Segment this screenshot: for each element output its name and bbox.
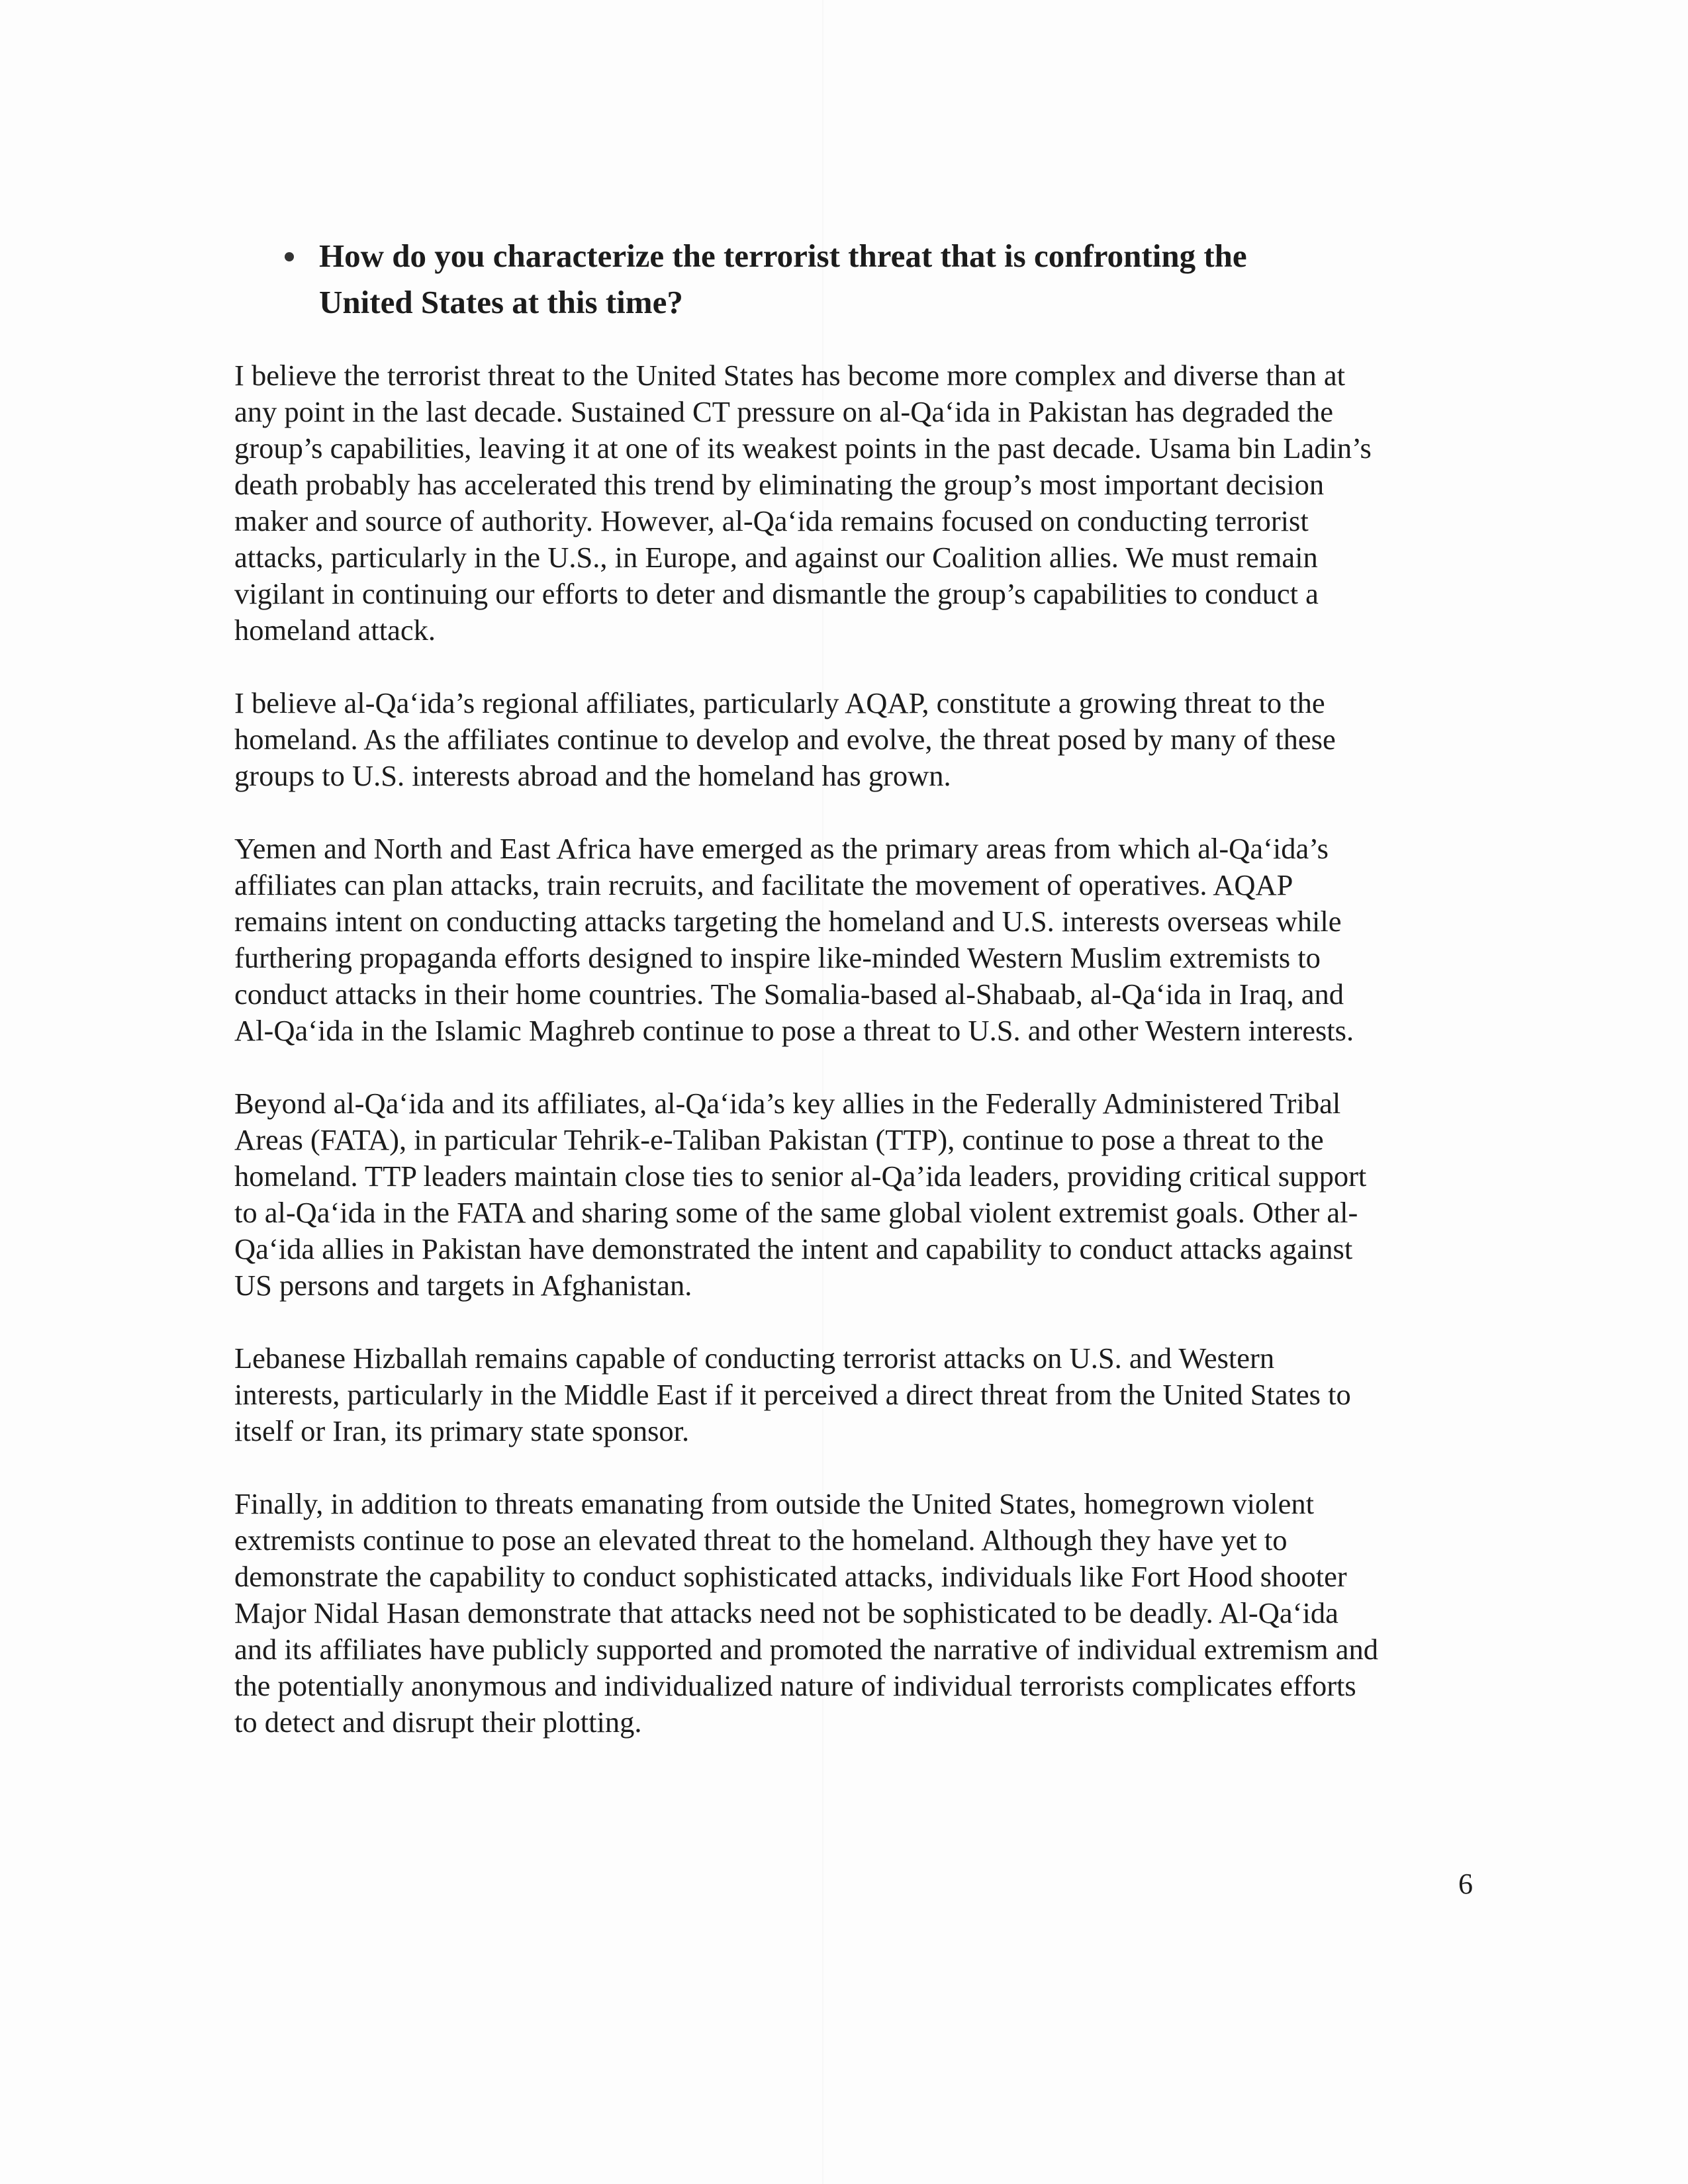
question-text [319,233,1463,326]
text-line: group’s capabilities, leaving it at one of its weakest points in the past decade. Usama bin Ladin’s [234,432,1372,465]
text-line: and its affiliates have publicly supported and promoted the narrative of individual extremism and [234,1633,1379,1666]
paragraph-hizballah [234,1340,1479,1449]
text-line: Major Nidal Hasan demonstrate that attacks need not be sophisticated to be deadly. Al-Qa‘ida [234,1596,1338,1629]
text-line: the potentially anonymous and individualized nature of individual terrorists complicates efforts [234,1669,1356,1702]
text-line: Finally, in addition to threats emanating from outside the United States, homegrown violent [234,1487,1314,1520]
answer-body [234,357,1479,1777]
text-line: homeland. TTP leaders maintain close ties to senior al-Qa’ida leaders, providing critical support [234,1160,1367,1193]
paragraph-threat-overview [234,357,1479,649]
bullet-dot-icon [285,252,294,261]
text-line: any point in the last decade. Sustained CT pressure on al-Qa‘ida in Pakistan has degraded the [234,395,1334,428]
text-line: Qa‘ida allies in Pakistan have demonstrated the intent and capability to conduct attacks against [234,1232,1353,1265]
paragraph-fata-allies [234,1085,1479,1304]
text-line: maker and source of authority. However, al-Qa‘ida remains focused on conducting terrorist [234,504,1309,537]
text-line: homeland attack. [234,614,436,647]
text-line: homeland. As the affiliates continue to develop and evolve, the threat posed by many of these [234,723,1336,756]
text-line: Al-Qa‘ida in the Islamic Maghreb continue to pose a threat to U.S. and other Western interests. [234,1014,1354,1047]
paragraph-homegrown-extremists [234,1486,1479,1741]
text-line: Areas (FATA), in particular Tehrik-e-Taliban Pakistan (TTP), continue to pose a threat to the [234,1123,1324,1156]
text-line: to detect and disrupt their plotting. [234,1706,642,1739]
text-line: affiliates can plan attacks, train recruits, and facilitate the movement of operatives. AQAP [234,868,1293,901]
text-line: I believe the terrorist threat to the United States has become more complex and diverse than at [234,359,1346,392]
text-line: furthering propaganda efforts designed to inspire like-minded Western Muslim extremists to [234,941,1321,974]
page-number: 6 [1458,1868,1473,1900]
paragraph-yemen-africa [234,831,1479,1049]
paragraph-regional-affiliates [234,685,1479,794]
text-line: conduct attacks in their home countries. The Somalia-based al-Shabaab, al-Qa‘ida in Iraq, and [234,978,1344,1011]
text-line: demonstrate the capability to conduct sophisticated attacks, individuals like Fort Hood shooter [234,1560,1347,1593]
text-line: US persons and targets in Afghanistan. [234,1269,692,1302]
text-line: Yemen and North and East Africa have emerged as the primary areas from which al-Qa‘ida’s [234,832,1329,865]
text-line: vigilant in continuing our efforts to deter and dismantle the group’s capabilities to conduct a [234,577,1319,610]
text-line: itself or Iran, its primary state sponsor. [234,1414,690,1447]
question-line: United States at this time? [319,284,683,320]
text-line: attacks, particularly in the U.S., in Europe, and against our Coalition allies. We must remain [234,541,1318,574]
question-line: How do you characterize the terrorist threat that is confronting the [319,238,1247,274]
text-line: interests, particularly in the Middle East if it perceived a direct threat from the United States to [234,1378,1351,1411]
question-heading [285,233,1463,326]
text-line: death probably has accelerated this trend by eliminating the group’s most important decision [234,468,1325,501]
text-line: Lebanese Hizballah remains capable of conducting terrorist attacks on U.S. and Western [234,1342,1275,1375]
text-line: Beyond al-Qa‘ida and its affiliates, al-Qa‘ida’s key allies in the Federally Administered Tribal [234,1087,1341,1120]
text-line: remains intent on conducting attacks targeting the homeland and U.S. interests overseas while [234,905,1342,938]
text-line: extremists continue to pose an elevated threat to the homeland. Although they have yet to [234,1524,1288,1557]
text-line: groups to U.S. interests abroad and the homeland has grown. [234,759,951,792]
text-line: to al-Qa‘ida in the FATA and sharing some of the same global violent extremist goals. Other al- [234,1196,1358,1229]
text-line: I believe al-Qa‘ida’s regional affiliates, particularly AQAP, constitute a growing threat to the [234,686,1325,719]
